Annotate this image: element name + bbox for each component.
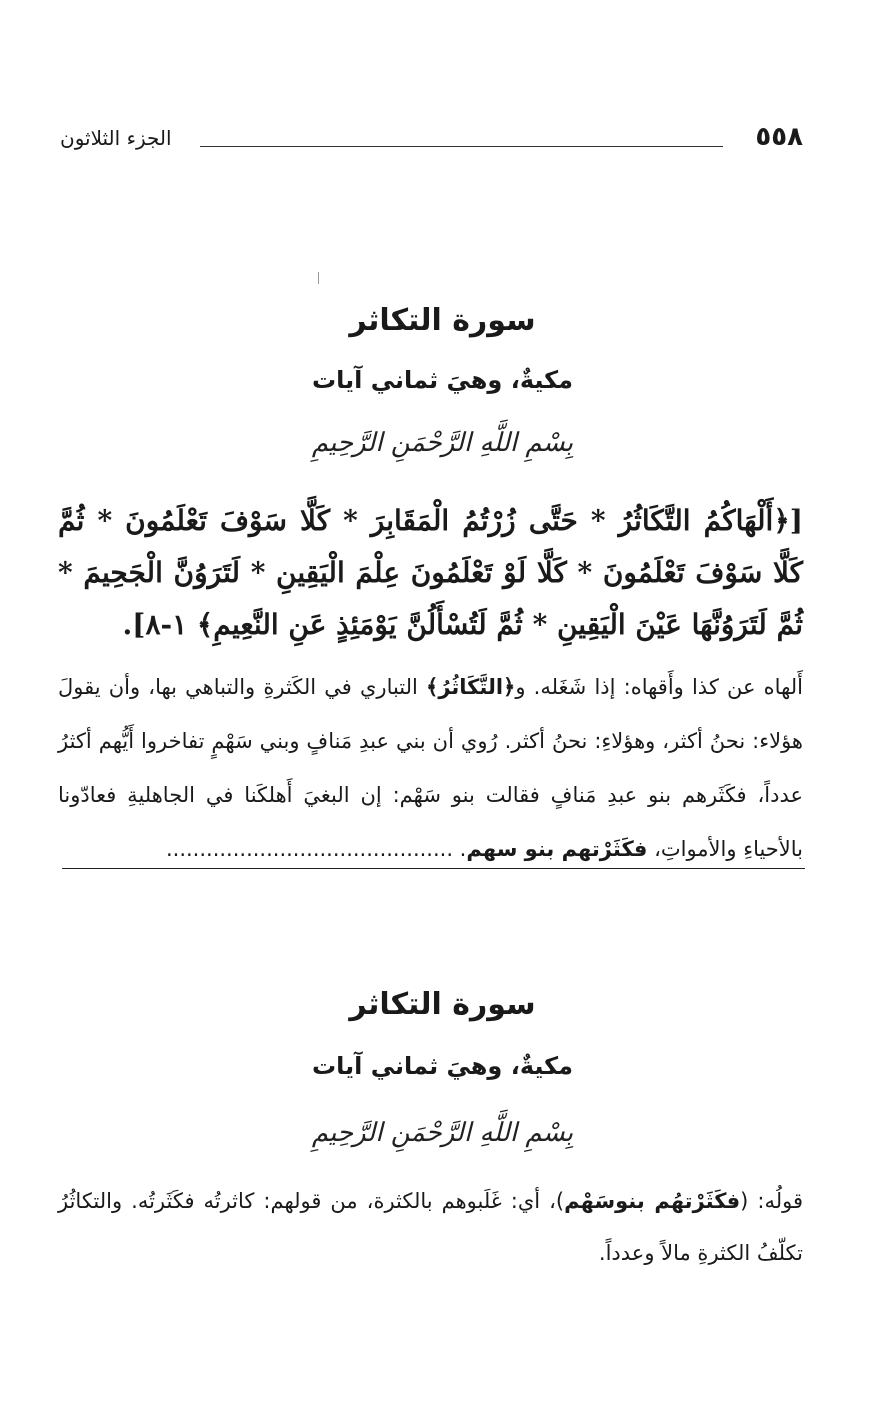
surah-title-repeat: سورة التكاثر bbox=[349, 987, 536, 1022]
margin-mark bbox=[318, 272, 319, 284]
commentary-text-cont: التباري في الكَثرةِ والتباهي بها، وأن يقولَ هؤلاء: نحنُ أكثر، وهؤلاءِ: نحنُ أكثر. رُوي أن بني عبدِ مَنافٍ وبني سَهْمٍ تفاخروا أَيُّهم أكثرُ عدداً، فكَثَرهم بنو عبدِ مَنافٍ فقالت بنو سَهْم: إن البغيَ أَهلكَنا في الجاهليةِ فعادّونا بالأحياءِ والأمواتِ، bbox=[58, 675, 803, 861]
commentary-bold: فكَثَرْتهم بنو سهم bbox=[466, 837, 648, 861]
surah-subtitle-repeat: مكيةٌ، وهيَ ثماني آيات bbox=[312, 1052, 573, 1080]
note-paragraph bbox=[58, 1175, 803, 1279]
note-text: قولُه: ( bbox=[740, 1189, 803, 1213]
surah-title: سورة التكاثر bbox=[349, 303, 536, 338]
commentary-paragraph bbox=[58, 660, 803, 876]
note-bold: فكَثَرْتهُم بنوسَهْم bbox=[564, 1189, 741, 1213]
page-header bbox=[60, 122, 803, 162]
section-divider bbox=[62, 868, 805, 869]
header-rule bbox=[200, 146, 723, 147]
commentary-quran-word: ﴿التَّكَاثُرُ﴾ bbox=[426, 675, 516, 699]
page-number: ٥٥٨ bbox=[755, 122, 803, 152]
surah-subtitle: مكيةٌ، وهيَ ثماني آيات bbox=[312, 366, 573, 394]
commentary-text: أَلهاه عن كذا وأَقهاه: إذا شَغَله. و bbox=[515, 675, 803, 699]
basmala-repeat: بِسْمِ اللَّهِ الرَّحْمَنِ الرَّحِيمِ bbox=[311, 1118, 574, 1148]
note-text-cont: )، أي: غَلَبوهم بالكثرة، من قولهم: كاثرتُه فكَثَرتُه. والتكاثُرُ تكلّفُ الكثرةِ مالاً وعدداً. bbox=[58, 1189, 803, 1265]
commentary-dots: . ........................................... bbox=[165, 837, 467, 861]
quran-verses: [﴿أَلْهَاكُمُ التَّكَاثُرُ * حَتَّى زُرْتُمُ الْمَقَابِرَ * كَلَّا سَوْفَ تَعْلَمُونَ * ثُمَّ كَلَّا سَوْفَ تَعْلَمُونَ * كَلَّا لَوْ تَعْلَمُونَ عِلْمَ الْيَقِينِ * لَتَرَوُنَّ الْجَحِيمَ * ثُمَّ لَتَرَوُنَّهَا عَيْنَ الْيَقِينِ * ثُمَّ لَتُسْأَلُنَّ يَوْمَئِذٍ عَنِ النَّعِيمِ﴾ ١-٨]. bbox=[58, 504, 803, 641]
part-title: الجزء الثلاثون bbox=[60, 126, 172, 150]
basmala: بِسْمِ اللَّهِ الرَّحْمَنِ الرَّحِيمِ bbox=[311, 428, 574, 458]
